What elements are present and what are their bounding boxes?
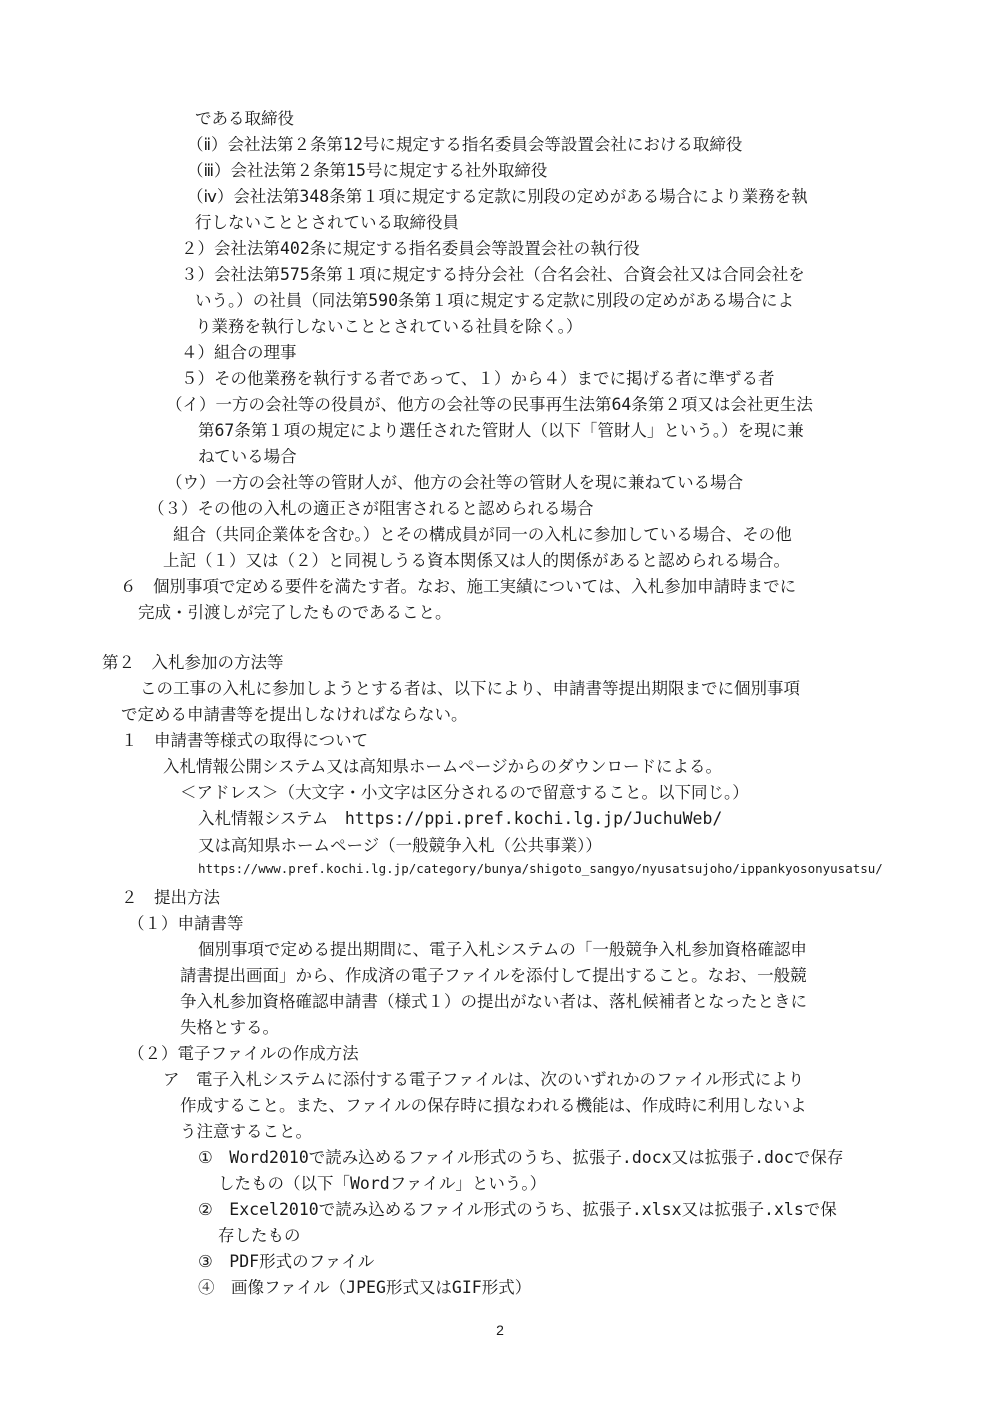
text-line: り業務を執行しないこととされている社員を除く。） xyxy=(195,317,583,336)
url-line: 入札情報システム https://ppi.pref.kochi.lg.jp/JuchuWeb/ xyxy=(198,809,723,828)
subsection-heading: １ 申請書等様式の取得について xyxy=(121,731,369,750)
section-heading: 第２ 入札参加の方法等 xyxy=(102,653,284,672)
text-line: （２）電子ファイルの作成方法 xyxy=(128,1044,359,1063)
page-number: 2 xyxy=(496,1322,504,1338)
text-line: である取締役 xyxy=(195,109,294,128)
text-line: （ウ）一方の会社等の管財人が、他方の会社等の管財人を現に兼ねている場合 xyxy=(166,473,744,492)
text-line: 個別事項で定める提出期間に、電子入札システムの「一般競争入札参加資格確認申 xyxy=(198,940,807,959)
text-line: （ⅱ）会社法第２条第12号に規定する指名委員会等設置会社における取締役 xyxy=(187,135,743,154)
text-line: 存したもの xyxy=(218,1226,301,1245)
text-line: したもの（以下「Wordファイル」という。） xyxy=(218,1174,547,1193)
text-line: （ⅳ）会社法第348条第１項に規定する定款に別段の定めがある場合により業務を執 xyxy=(187,187,808,206)
text-line: （３）その他の入札の適正さが阻害されると認められる場合 xyxy=(148,499,594,518)
text-line: いう。）の社員（同法第590条第１項に規定する定款に別段の定めがある場合によ xyxy=(195,291,795,310)
text-line: で定める申請書等を提出しなければならない。 xyxy=(121,705,468,724)
url-line: https://www.pref.kochi.lg.jp/category/bunya/shigoto_sangyo/nyusatsujoho/ippankyosonyusatsu/ xyxy=(198,861,883,876)
text-line: ６ 個別事項で定める要件を満たす者。なお、施工実績については、入札参加申請時までに xyxy=(120,577,797,596)
text-line: 第67条第１項の規定により選任された管財人（以下「管財人」という。）を現に兼 xyxy=(198,421,804,440)
text-line: 入札情報公開システム又は高知県ホームページからのダウンロードによる。 xyxy=(163,757,723,776)
text-line: 作成すること。また、ファイルの保存時に損なわれる機能は、作成時に利用しないよ xyxy=(180,1096,807,1115)
text-line: （ⅲ）会社法第２条第15号に規定する社外取締役 xyxy=(187,161,548,180)
list-item: ④ 画像ファイル（JPEG形式又はGIF形式） xyxy=(198,1278,532,1297)
text-line: （イ）一方の会社等の役員が、他方の会社等の民事再生法第64条第２項又は会社更生法 xyxy=(166,395,813,414)
list-item: ② Excel2010で読み込めるファイル形式のうち、拡張子.xlsx又は拡張子.xlsで保 xyxy=(198,1200,837,1219)
text-line: ア 電子入札システムに添付する電子ファイルは、次のいずれかのファイル形式により xyxy=(163,1070,805,1089)
list-item: ① Word2010で読み込めるファイル形式のうち、拡張子.docx又は拡張子.docで保存 xyxy=(198,1148,844,1167)
text-line: （１）申請書等 xyxy=(128,914,244,933)
subsection-heading: ２ 提出方法 xyxy=(121,888,220,907)
text-line: 争入札参加資格確認申請書（様式１）の提出がない者は、落札候補者となったときに xyxy=(180,992,807,1011)
text-line: 完成・引渡しが完了したものであること。 xyxy=(138,603,452,622)
text-line: 行しないこととされている取締役員 xyxy=(195,213,459,232)
text-line: この工事の入札に参加しようとする者は、以下により、申請書等提出期限までに個別事項 xyxy=(140,679,800,698)
text-line: う注意すること。 xyxy=(180,1122,312,1141)
text-line: 又は高知県ホームページ（一般競争入札（公共事業）） xyxy=(198,836,602,855)
text-line: ５）その他業務を執行する者であって、１）から４）までに掲げる者に準ずる者 xyxy=(181,369,775,388)
list-item: ③ PDF形式のファイル xyxy=(198,1252,375,1271)
text-line: 組合（共同企業体を含む。）とその構成員が同一の入札に参加している場合、その他 xyxy=(173,525,792,544)
text-line: ３）会社法第575条第１項に規定する持分会社（合名会社、合資会社又は合同会社を xyxy=(181,265,805,284)
text-line: 請書提出画面」から、作成済の電子ファイルを添付して提出すること。なお、一般競 xyxy=(180,966,807,985)
text-line: ２）会社法第402条に規定する指名委員会等設置会社の執行役 xyxy=(181,239,640,258)
text-line: 上記（１）又は（２）と同視しうる資本関係又は人的関係があると認められる場合。 xyxy=(163,551,790,570)
text-line: ねている場合 xyxy=(198,447,297,466)
text-line: ＜アドレス＞（大文字・小文字は区分されるので留意すること。以下同じ。） xyxy=(180,783,749,802)
text-line: ４）組合の理事 xyxy=(181,343,297,362)
text-line: 失格とする。 xyxy=(180,1018,279,1037)
